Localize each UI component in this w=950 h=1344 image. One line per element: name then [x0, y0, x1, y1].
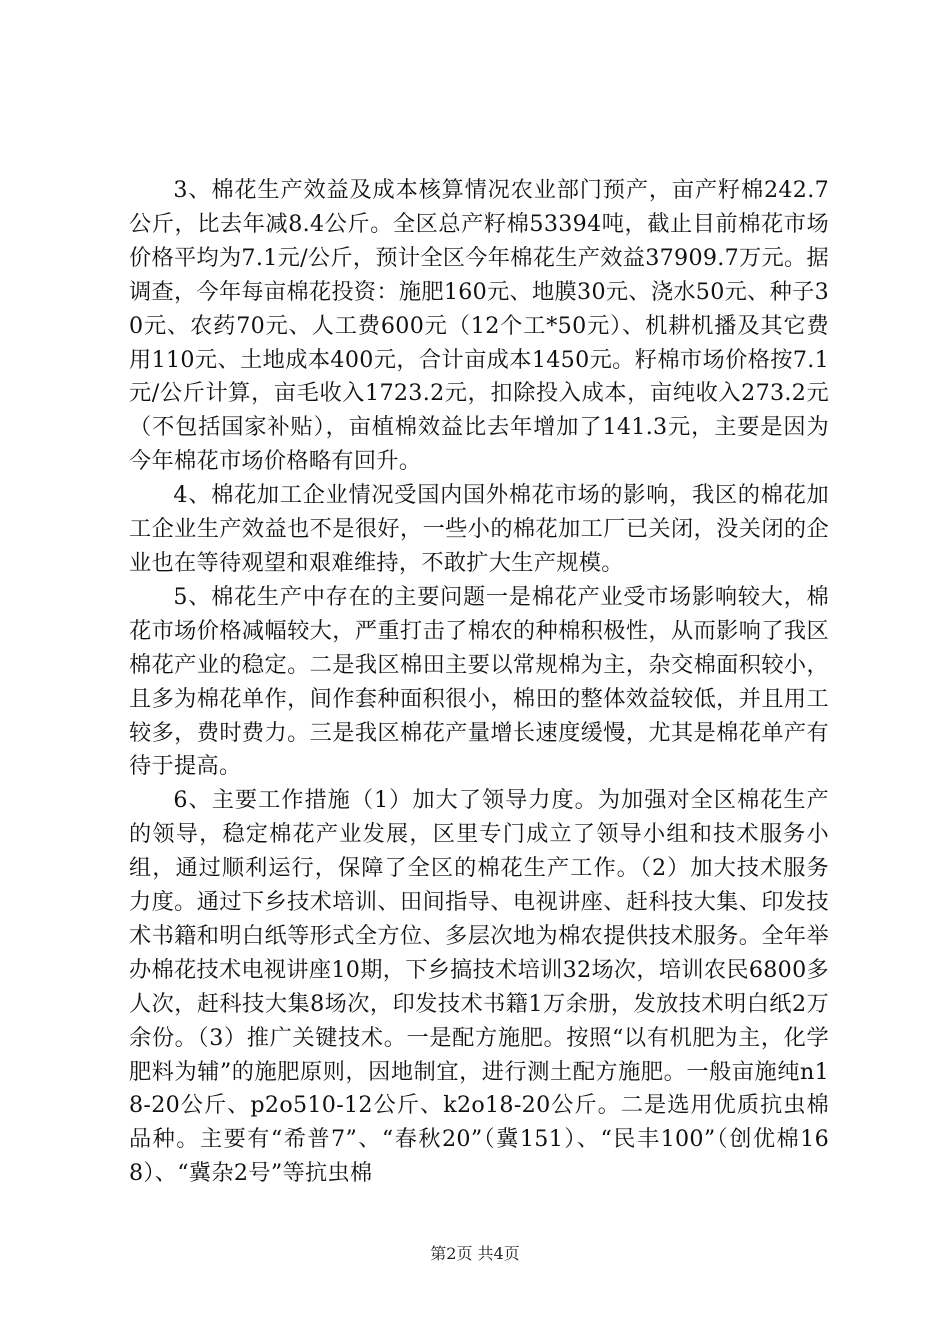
paragraph-cost-benefit: 3、棉花生产效益及成本核算情况农业部门预产，亩产籽棉242.7公斤，比去年减8.4公斤。全区总产籽棉53394吨，截止目前棉花市场价格平均为7.1元/公斤，预计全区今年棉花生产效益37909.7万元。据调查，今年每亩棉花投资：施肥160元、地膜30元、浇水50元、种子30元、农药70元、人工费600元（12个工*50元）、机耕机播及其它费用110元、土地成本400元，合计亩成本1450元。籽棉市场价格按7.1元/公斤计算，亩毛收入1723.2元，扣除投入成本，亩纯收入273.2元（不包括国家补贴），亩植棉效益比去年增加了141.3元，主要是因为今年棉花市场价格略有回升。 — [129, 177, 830, 475]
page-footer: 第2页 共4页 — [430, 1244, 520, 1263]
paragraph-main-problems: 5、棉花生产中存在的主要问题一是棉花产业受市场影响较大，棉花市场价格减幅较大，严重打击了棉农的种棉积极性，从而影响了我区棉花产业的稳定。二是我区棉田主要以常规棉为主，杂交棉面积较小，且多为棉花单作，间作套种面积很小，棉田的整体效益较低，并且用工较多，费时费力。三是我区棉花产量增长速度缓慢，尤其是棉花单产有待于提高。 — [129, 583, 829, 780]
paragraph-work-measures: 6、主要工作措施（1）加大了领导力度。为加强对全区棉花生产的领导，稳定棉花产业发展，区里专门成立了领导小组和技术服务小组，通过顺利运行，保障了全区的棉花生产工作。（2）加大技术服务力度。通过下乡技术培训、田间指导、电视讲座、赶科技大集、印发技术书籍和明白纸等形式全方位、多层次地为棉农提供技术服务。全年举办棉花技术电视讲座10期，下乡搞技术培训32场次，培训农民6800多人次，赶科技大集8场次，印发技术书籍1万余册，发放技术明白纸2万余份。（3）推广关键技术。一是配方施肥。按照“以有机肥为主，化学肥料为辅”的施肥原则，因地制宜，进行测土配方施肥。一般亩施纯n18-20公斤、p2o510-12公斤、k2o18-20公斤。二是选用优质抗虫棉品种。主要有“希普7”、“春秋20”（冀151）、“民丰100”（创优棉168）、“冀杂2号”等抗虫棉 — [129, 787, 830, 1187]
paragraph-processing-enterprises: 4、棉花加工企业情况受国内国外棉花市场的影响，我区的棉花加工企业生产效益也不是很好，一些小的棉花加工厂已关闭，没关闭的企业也在等待观望和艰难维持，不敢扩大生产规模。 — [129, 482, 829, 576]
document-body — [129, 174, 829, 1191]
